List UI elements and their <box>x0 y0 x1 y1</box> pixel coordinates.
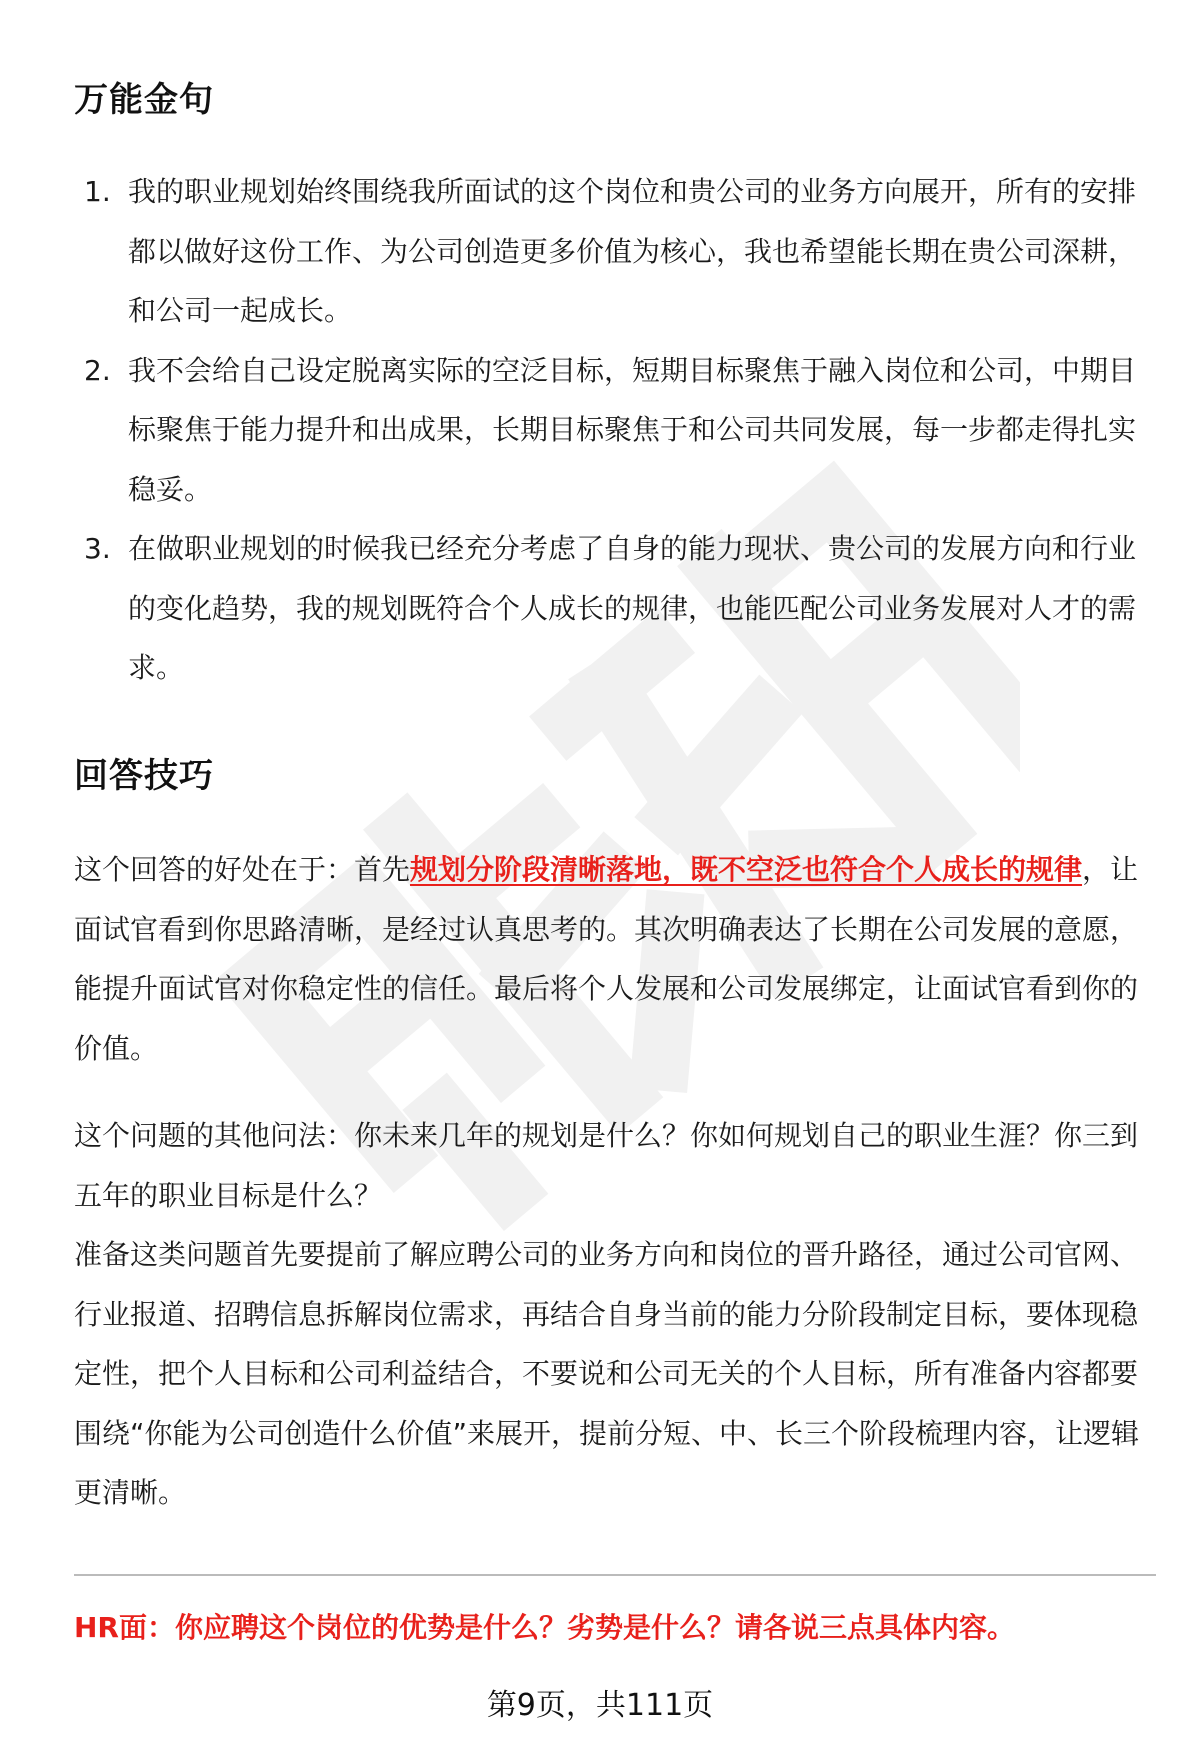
list-item-text: 在做职业规划的时候我已经充分考虑了自身的能力现状、贵公司的发展方向和行业的变化趋势，我的规划既符合个人成长的规律，也能匹配公司业务发展对人才的需求。 <box>128 532 1137 684</box>
alternative-questions-text: 这个问题的其他问法：你未来几年的规划是什么？你如何规划自己的职业生涯？你三到五年的职业目标是什么？ <box>74 1119 1139 1212</box>
section-title-answer-tips: 回答技巧 <box>74 756 214 796</box>
next-question-title: HR面：你应聘这个岗位的优势是什么？劣势是什么？请各说三点具体内容。 <box>74 1611 1015 1644</box>
answer-tip-paragraph <box>74 840 1150 1078</box>
golden-phrases-list <box>74 162 1144 698</box>
divider <box>74 1574 1156 1576</box>
tip-prefix: 这个回答的好处在于：首先 <box>74 853 411 886</box>
page-number: 第9页，共111页 <box>486 1688 714 1723</box>
alternative-questions-block <box>74 1106 1150 1523</box>
list-item-number: 2. <box>84 353 111 387</box>
list-item-number: 3. <box>84 532 111 565</box>
tip-highlight: 规划分阶段清晰落地，既不空泛也符合个人成长的规律 <box>410 853 1083 886</box>
list-item <box>74 341 1144 520</box>
tip-suffix: ，让面试官看到你思路清晰，是经过认真思考的。其次明确表达了长期在公司发展的意愿，能提升面试官对你稳定性的信任。最后将个人发展和公司发展绑定，让面试官看到你的价值。 <box>74 853 1139 1065</box>
preparation-advice-text: 准备这类问题首先要提前了解应聘公司的业务方向和岗位的晋升路径，通过公司官网、行业报道、招聘信息拆解岗位需求，再结合自身当前的能力分阶段制定目标，要体现稳定性，把个人目标和公司利益结合，不要说和公司无关的个人目标，所有准备内容都要围绕“你能为公司创造什么价值”来展开，提前分短、中、长三个阶段梳理内容，让逻辑更清晰。 <box>74 1238 1140 1509</box>
list-item-text: 我不会给自己设定脱离实际的空泛目标，短期目标聚焦于融入岗位和公司，中期目标聚焦于能力提升和出成果，长期目标聚焦于和公司共同发展，每一步都走得扎实稳妥。 <box>128 353 1137 506</box>
list-item-text: 我的职业规划始终围绕我所面试的这个岗位和贵公司的业务方向展开，所有的安排都以做好这份工作、为公司创造更多价值为核心，我也希望能长期在贵公司深耕，和公司一起成长。 <box>128 175 1137 327</box>
list-item <box>74 519 1144 698</box>
section-title-golden-phrases: 万能金句 <box>74 80 214 120</box>
list-item-number: 1. <box>84 175 111 208</box>
list-item <box>74 162 1144 341</box>
